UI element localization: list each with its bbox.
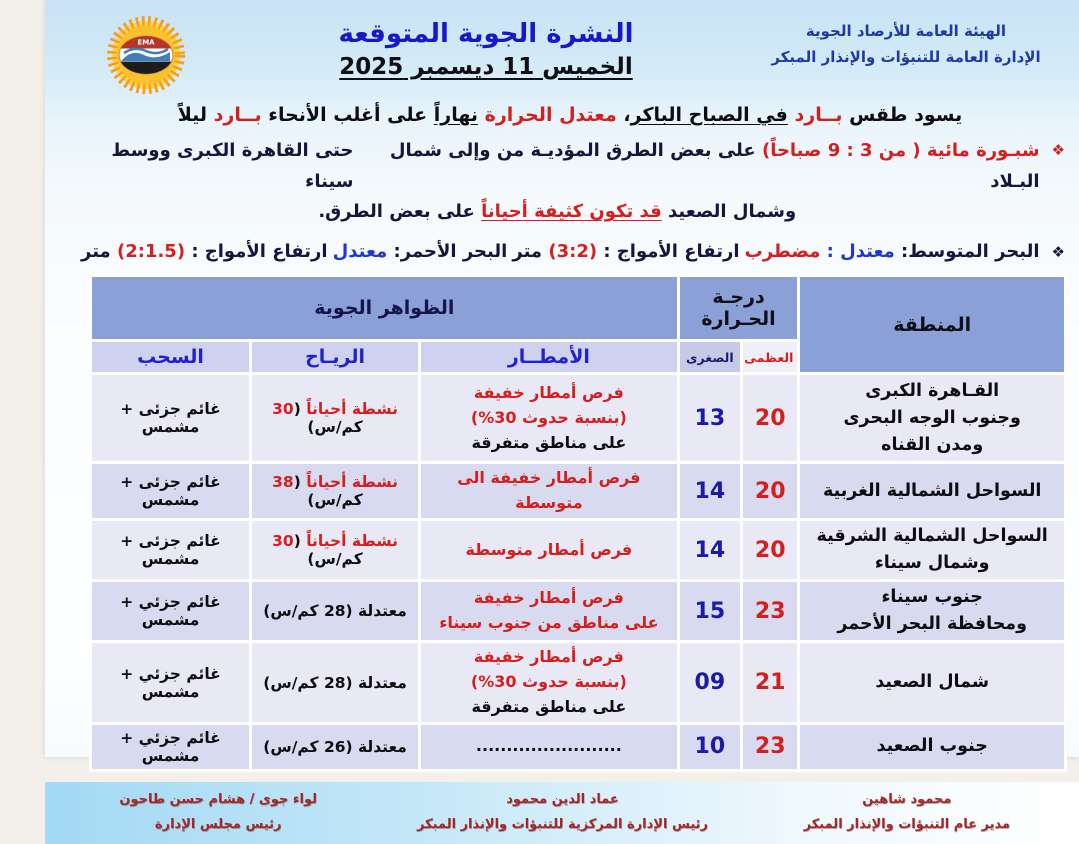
clouds-cell: غائم جزئي + مشمس [92,643,249,721]
region-cell: جنوب الصعيد [800,725,1064,769]
temperature-header: درجـة الحـرارة [680,277,798,339]
table-row [92,643,1064,721]
region-cell: السواحل الشمالية الغربية [800,464,1064,518]
clouds-cell: غائم جزئى + مشمس [92,464,249,518]
max-temp-cell: 20 [743,521,797,579]
sea-bullet-icon: ❖ [1051,242,1065,261]
table-row [92,375,1064,461]
min-temp-cell: 09 [680,643,740,721]
max-temp-cell: 20 [743,375,797,461]
clouds-cell: غائم جزئى + مشمس [92,521,249,579]
red-sea-state: البحر الأحمر: معتدل [332,240,508,262]
rain-cell: فرص أمطار متوسطة [421,521,677,579]
footer [45,782,1079,844]
max-temp-header: العظمى [743,342,797,372]
logo-text: EMA [137,38,155,47]
region-cell: جنوب سيناء ومحافظة البحر الأحمر [800,582,1064,640]
region-cell: السواحل الشمالية الشرقية وشمال سيناء [800,521,1064,579]
mediterranean-state: البحر المتوسط: معتدل : مضطرب [744,240,1040,262]
ema-sun-logo [94,10,198,100]
wind-cell: معتدلة (28 كم/س) [252,643,418,721]
red-sea-waves: ارتفاع الأمواج : (2:1.5) متر [81,240,328,262]
title-block [221,18,751,80]
organization-block [751,18,1061,71]
rain-cell: فرص أمطار خفيفة الى متوسطة [421,464,677,518]
wind-cell: معتدلة (28 كم/س) [252,582,418,640]
general-weather-line: يسود طقس بــارد في الصباح الباكر، معتدل الحرارة نهاراً على أغلب الأنحاء بــارد ليلاً [177,104,963,126]
region-header: المنطقة [800,277,1064,372]
forecast-table [89,274,1067,771]
wind-cell: نشطة أحياناً (30 كم/س) [252,521,418,579]
clouds-header: السحب [92,342,249,372]
max-temp-cell: 23 [743,725,797,769]
max-temp-cell: 23 [743,582,797,640]
clouds-cell: غائم جزئي + مشمس [92,725,249,769]
mediterranean-waves: ارتفاع الأمواج : (3:2) متر [512,240,740,262]
fog-line1-main: شبـورة مائية ( من 3 : 9 صباحاً) على بعض الطرق المؤديـة من وإلى شمال البـلاد [389,140,1040,192]
wind-cell: معتدلة (26 كم/س) [252,725,418,769]
summary-section [45,94,1079,266]
org-name-line2: الإدارة العامة للتنبؤات والإنذار المبكر [771,48,1041,67]
min-temp-cell: 13 [680,375,740,461]
phenomena-header: الظواهر الجوية [92,277,677,339]
fog-bullet-icon: ❖ [1051,141,1065,159]
fog-line1-tail: حتى القاهرة الكبرى ووسط سيناء [111,140,354,192]
table-row [92,521,1064,579]
min-temp-cell: 14 [680,521,740,579]
fog-text [75,136,1040,228]
rain-cell: فرص أمطار خفيفة على مناطق من جنوب سيناء [421,582,677,640]
min-temp-cell: 10 [680,725,740,769]
fog-line2: وشمال الصعيد قد تكون كثيفة أحياناً على بعض الطرق. [318,201,797,223]
min-temp-cell: 14 [680,464,740,518]
wind-cell: نشطة أحياناً (30 كم/س) [252,375,418,461]
min-temp-header: الصغرى [680,342,740,372]
signature-board-chairman [46,788,390,837]
logo-container [71,8,221,100]
table-row [92,464,1064,518]
signature-title: مدير عام التنبؤات والإنذار المبكر [803,816,1011,832]
bulletin-date: الخميس 11 ديسمبر 2025 [339,53,633,80]
wind-header: الريـاح [252,342,418,372]
clouds-cell: غائم جزئي + مشمس [92,582,249,640]
table-row [92,725,1064,769]
wind-cell: نشطة أحياناً (38 كم/س) [252,464,418,518]
signature-name: محمود شاهين [862,792,952,808]
min-temp-cell: 15 [680,582,740,640]
page-title: النشرة الجوية المتوقعة [338,19,634,49]
signature-head-central-admin [390,788,734,837]
region-cell: القـاهرة الكبرى وجنوب الوجه البحرى ومدن القناه [800,375,1064,461]
signature-title: رئيس الإدارة المركزية للتنبؤات والإنذار المبكر [417,816,709,832]
signature-director-forecasts [735,788,1079,837]
org-name-line1: الهيئة العامة للأرصاد الجوية [805,22,1007,40]
header [45,0,1079,94]
signature-name: لواء جوى / هشام حسن طاحون [119,792,318,808]
fog-paragraph [75,136,1065,228]
rain-cell: ........................ [421,725,677,769]
table-row [92,582,1064,640]
signature-title: رئيس مجلس الإدارة [154,816,282,832]
clouds-cell: غائم جزئى + مشمس [92,375,249,461]
max-temp-cell: 20 [743,464,797,518]
max-temp-cell: 21 [743,643,797,721]
rain-cell: فرص أمطار خفيفة (بنسبة حدوث 30%) على مناطق متفرقة [421,375,677,461]
rain-header: الأمطــار [421,342,677,372]
signature-name: عماد الدين محمود [506,792,619,808]
rain-cell: فرص أمطار خفيفة (بنسبة حدوث 30%) على مناطق متفرقة [421,643,677,721]
sea-state-line [75,238,1065,267]
region-cell: شمال الصعيد [800,643,1064,721]
bulletin-document [45,0,1079,832]
